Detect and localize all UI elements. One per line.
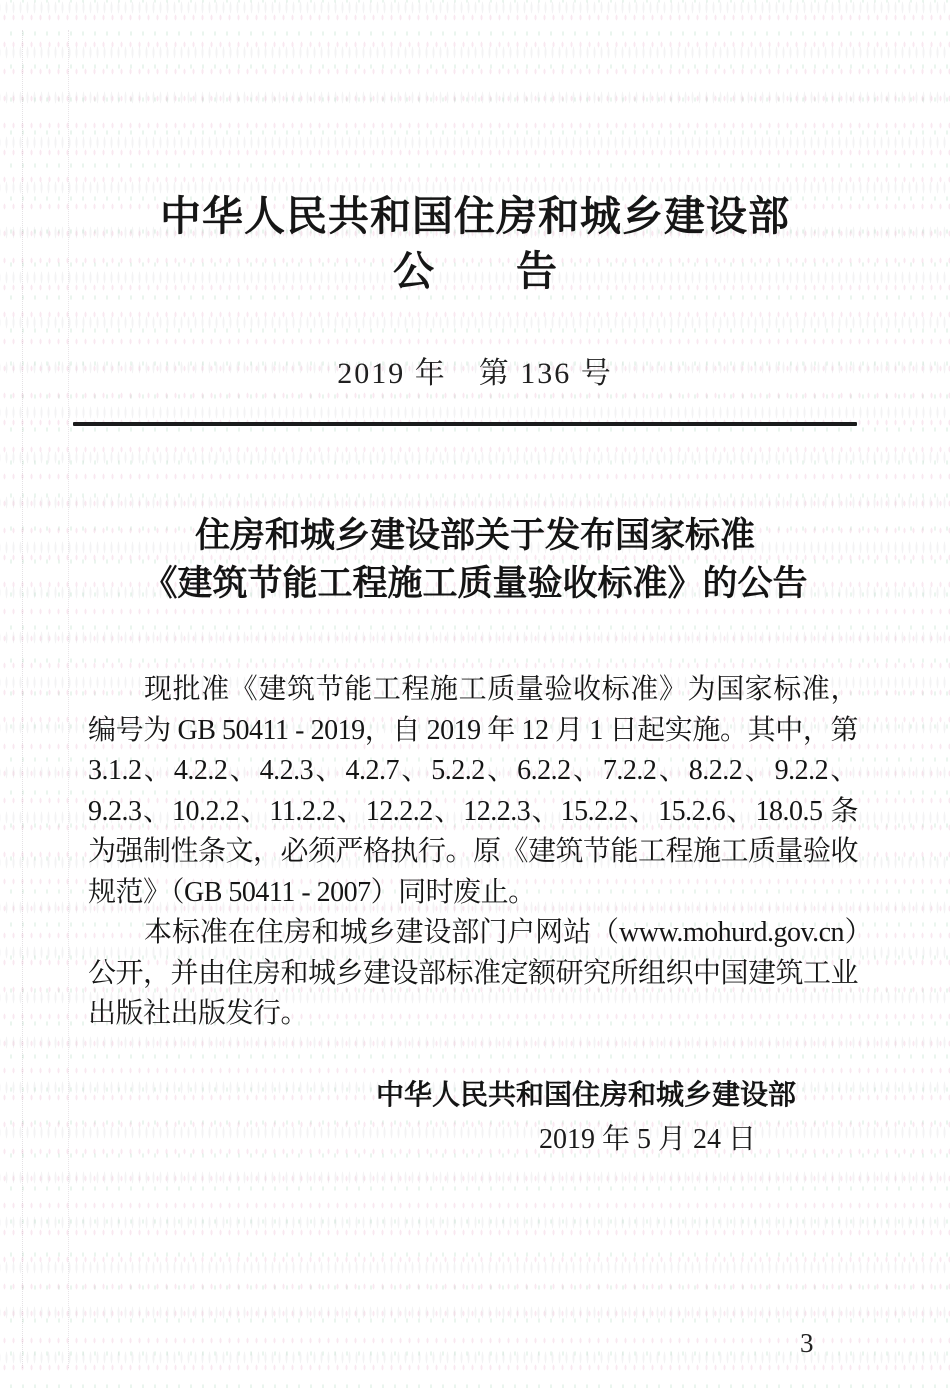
- announcement-title: 公 告: [393, 248, 557, 295]
- subtitle-line-2: 《建筑节能工程施工质量验收标准》的公告: [142, 564, 808, 604]
- header-divider-rule: [73, 422, 857, 426]
- announcement-subtitle: [0, 512, 950, 608]
- signature-issuer: 中华人民共和国住房和城乡建设部: [375, 1078, 796, 1110]
- subtitle-line-1: 住房和城乡建设部关于发布国家标准: [194, 516, 755, 556]
- announcement-body: [88, 670, 858, 1035]
- ministry-title: 中华人民共和国住房和城乡建设部: [160, 193, 790, 239]
- issue-number-line: 2019 年 第 136 号: [337, 357, 613, 391]
- body-paragraph-1: 现批准《建筑节能工程施工质量验收标准》为国家标准，编号为 GB 50411 - 2019，自 2019 年 12 月 1 日起实施。其中，第 3.1.2、4.2.2、4.2.3、4.2.7、5.2.2、6.2.2、7.2.2、8.2.2、9.2.2、9.2.3、10.2.2、11.2.2、12.2.2、12.2.3、15.2.2、15.2.6、18.0.5 条为强制性条文，必须严格执行。原《建筑节能工程施工质量验收规范》（GB 50411 - 2007）同时废止。: [88, 674, 859, 908]
- announcement-header: [0, 0, 950, 426]
- signature-block: [0, 1077, 858, 1159]
- signature-date: 2019 年 5 月 24 日: [538, 1124, 756, 1156]
- page-number: 3: [800, 1328, 814, 1358]
- body-paragraph-2: 本标准在住房和城乡建设部门户网站（www.mohurd.gov.cn）公开，并由住房和城乡建设部标准定额研究所组织中国建筑工业出版社出版发行。: [88, 917, 859, 1030]
